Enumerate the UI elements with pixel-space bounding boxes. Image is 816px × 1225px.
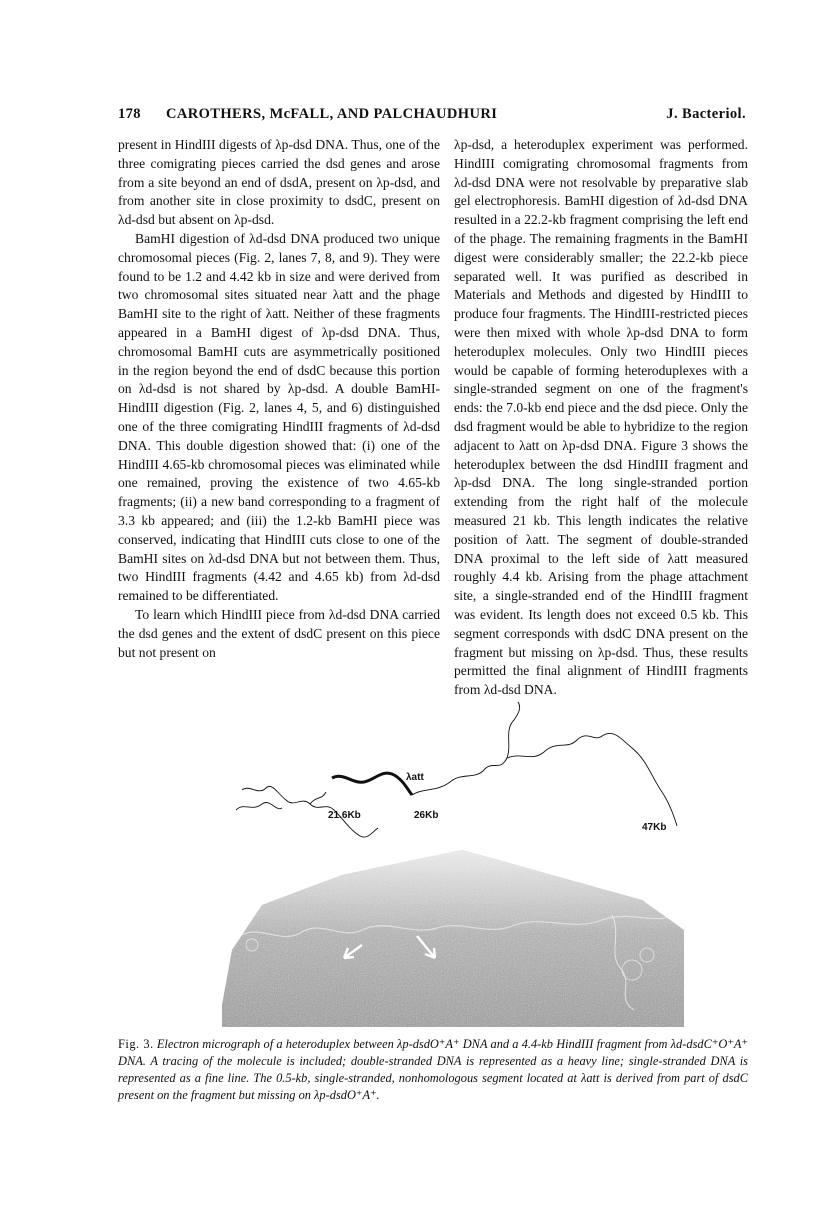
figure-caption: [118, 1036, 748, 1104]
paragraph: λp-dsd, a heteroduplex experiment was performed. HindIII comigrating chromosomal fragments from λd-dsd DNA were not resolvable by preparative slab gel electrophoresis. BamHI digestion of λd-dsd DNA resulted in a 22.2-kb fragment comprising the left end of the phage. The remaining fragments in the BamHI digest were considerably smaller; the 22.2-kb piece separated well. It was purified as described in Materials and Methods and digested by HindIII to produce four fragments. The HindIII-restricted pieces were then mixed with whole λp-dsd DNA to form heteroduplex molecules. Only two HindIII pieces would be capable of forming heteroduplexes with a single-stranded segment on one of the fragment's ends: the 7.0-kb end piece and the dsd piece. Only the dsd fragment would be able to hybridize to the region adjacent to λatt on λp-dsd DNA. Figure 3 shows the heteroduplex between the dsd HindIII fragment and λp-dsd DNA. The long single-stranded portion extending from the right half of the molecule measured 21 kb. This length indicates the relative position of λatt. The segment of double-stranded DNA proximal to the left side of λatt measured roughly 4.4 kb. Arising from the phage attachment site, a single-stranded end of the HindIII fragment was evident. Its length does not exceed 0.5 kb. This segment corresponds with dsdC DNA present on the fragment but missing on λp-dsd. Thus, these results permitted the final alignment of HindIII fragments from λd-dsd DNA.: [454, 137, 748, 698]
page-number: 178: [118, 106, 141, 122]
figure-graphic: [222, 700, 684, 1027]
micrograph: [222, 840, 684, 1027]
double-strand-tracing: [332, 773, 412, 795]
running-header: [118, 106, 746, 128]
caption-lead: Fig. 3.: [118, 1037, 154, 1051]
kb-label-mid: 26Kb: [414, 810, 439, 821]
paragraph: To learn which HindIII piece from λd-dsd DNA carried the dsd genes and the extent of dsdC present on this piece but not present on: [118, 606, 440, 660]
paragraph: BamHI digestion of λd-dsd DNA produced two unique chromosomal pieces (Fig. 2, lanes 7, 8, and 9). They were found to be 1.2 and 4.42 kb in size and were derived from two chromosomal sites situated near λatt and the phage BamHI site to the right of λatt. Neither of these fragments appeared in a BamHI digest of λp-dsd DNA. Thus, chromosomal BamHI cuts are asymmetrically positioned in the region beyond the end of dsdC because this portion on λd-dsd is not shared by λp-dsd. A double BamHI-HindIII digestion (Fig. 2, lanes 4, 5, and 6) distinguished one of the three comigrating HindIII fragments of λd-dsd DNA. This double digestion showed that: (i) one of the HindIII 4.65-kb chromosomal pieces was eliminated while one remained, proving the existence of two 4.65-kb fragments; (ii) a new band corresponding to a fragment of 3.3 kb appeared; and (iii) the 1.2-kb BamHI piece was conserved, indicating that HindIII cuts close to one of the BamHI sites on λd-dsd DNA but not between them. Thus, two HindIII fragments (4.42 and 4.65 kb) from λd-dsd remained to be differentiated.: [118, 230, 440, 604]
right-column: [454, 136, 748, 700]
figure-3: [222, 700, 684, 1027]
single-strand-tracing: [236, 702, 677, 837]
journal-name: J. Bacteriol.: [666, 106, 746, 122]
kb-label-right: 47Kb: [642, 822, 667, 833]
running-authors: CAROTHERS, McFALL, AND PALCHAUDHURI: [166, 106, 498, 122]
kb-label-left: 21.6Kb: [328, 810, 361, 821]
att-label: λatt: [406, 772, 424, 783]
left-column: [118, 136, 440, 662]
paragraph: present in HindIII digests of λp-dsd DNA. Thus, one of the three comigrating pieces carried the dsd genes and arose from a site beyond an end of dsdA, present on λp-dsd, and from another site in close proximity to dsdC, present on λd-dsd but absent on λp-dsd.: [118, 137, 440, 228]
caption-text: Electron micrograph of a heteroduplex between λp-dsdO⁺A⁺ DNA and a 4.4-kb HindIII fragment from λd-dsdC⁺O⁺A⁺ DNA. A tracing of the molecule is included; double-stranded DNA is represented as a heavy line; single-stranded DNA is represented as a fine line. The 0.5-kb, single-stranded, nonhomologous segment located at λatt is derived from part of dsdC present on the fragment but missing on λp-dsdO⁺A⁺.: [118, 1037, 748, 1102]
